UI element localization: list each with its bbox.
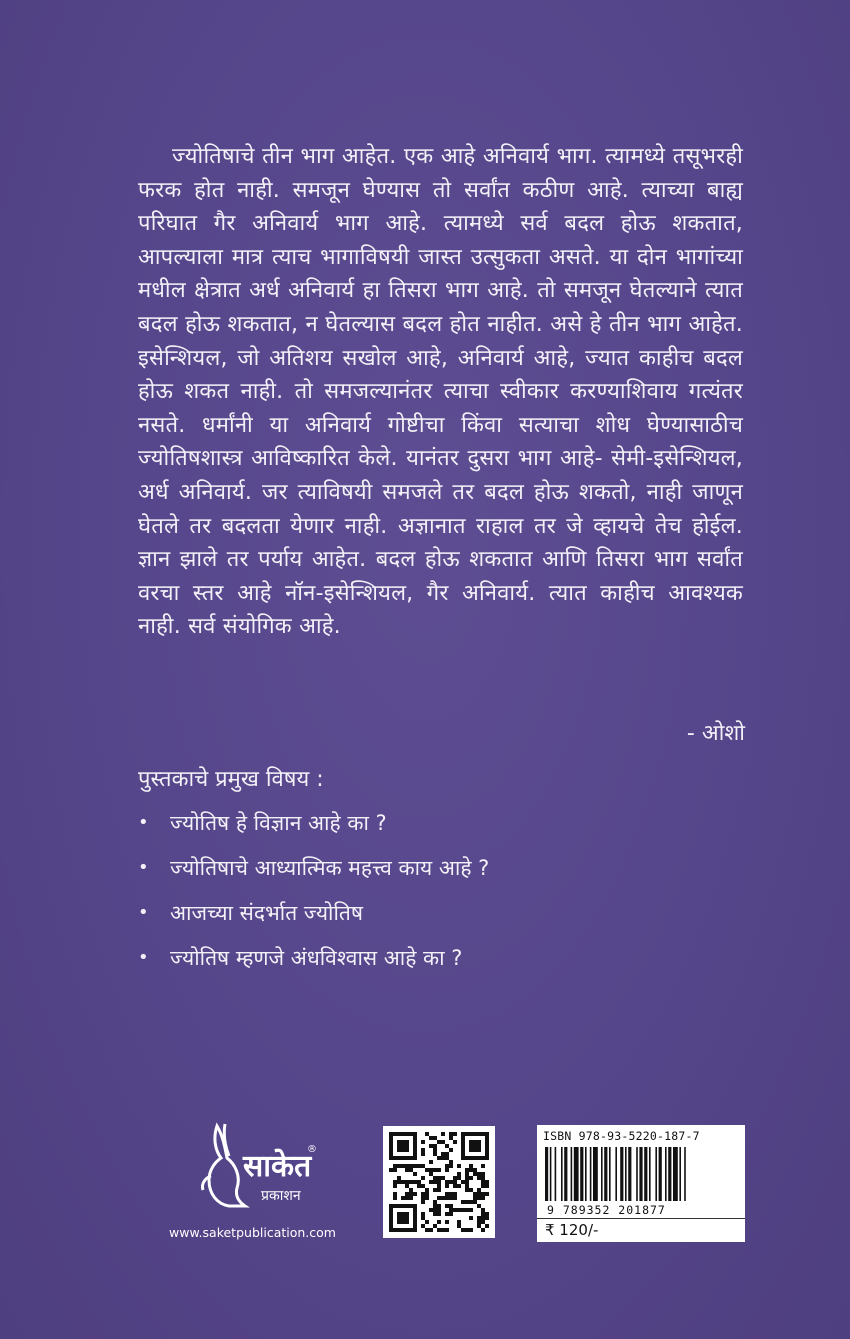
price: ₹ 120/-	[545, 1221, 599, 1239]
topic-text: ज्योतिष म्हणजे अंधविश्वास आहे का ?	[170, 945, 463, 970]
svg-text:प्रकाशन: प्रकाशन	[261, 1188, 301, 1204]
topic-text: ज्योतिषाचे आध्यात्मिक महत्त्व काय आहे ?	[170, 855, 490, 880]
list-item	[138, 935, 489, 980]
author-attribution: - ओशो	[686, 721, 745, 746]
topics-heading: पुस्तकाचे प्रमुख विषय :	[138, 767, 324, 792]
publisher-website[interactable]: www.saketpublication.com	[169, 1225, 336, 1240]
list-item	[138, 845, 489, 890]
isbn-barcode-box	[537, 1125, 745, 1242]
list-item	[138, 800, 489, 845]
qr-code	[383, 1126, 495, 1238]
bullet-icon: •	[138, 902, 149, 923]
bullet-icon: •	[138, 857, 149, 878]
topics-list	[138, 800, 489, 980]
svg-text:साकेत: साकेत	[243, 1149, 312, 1184]
bullet-icon: •	[138, 812, 149, 833]
list-item	[138, 890, 489, 935]
blurb-paragraph: ज्योतिषाचे तीन भाग आहेत. एक आहे अनिवार्य भाग. त्यामध्ये तसूभरही फरक होत नाही. समजून घेण्यास तो सर्वांत कठीण आहे. त्याच्या बाह्य परिघात गैर अनिवार्य भाग आहे. त्यामध्ये सर्व बदल होऊ शकतात, आपल्याला मात्र त्याच भागाविषयी जास्त उत्सुकता असते. या दोन भागांच्या मधील क्षेत्रात अर्ध अनिवार्य हा तिसरा भाग आहे. तो समजून घेतल्याने त्यात बदल होऊ शकतात, न घेतल्यास बदल होत नाहीत. असे हे तीन भाग आहेत. इसेन्शियल, जो अतिशय सखोल आहे, अनिवार्य आहे, ज्यात काहीच बदल होऊ शकत नाही. तो समजल्यानंतर त्याचा स्वीकार करण्याशिवाय गत्यंतर नसते. धर्मांनी या अनिवार्य गोष्टीचा किंवा सत्याचा शोध घेण्यासाठीच ज्योतिषशास्त्र आविष्कारित केले. यानंतर दुसरा भाग आहे- सेमी-इसेन्शियल, अर्ध अनिवार्य. जर त्याविषयी समजले तर बदल होऊ शकतो, नाही जाणून घेतले तर बदलता येणार नाही. अज्ञानात राहाल तर जे व्हायचे तेच होईल. ज्ञान झाले तर पर्याय आहेत. बदल होऊ शकतात आणि तिसरा भाग सर्वांत वरचा स्तर आहे नॉन-इसेन्शियल, गैर अनिवार्य. त्यात काहीच आवश्यक नाही. सर्व संयोगिक आहे.	[138, 144, 743, 640]
saket-publisher-logo	[195, 1118, 325, 1218]
publisher-block	[160, 1118, 345, 1248]
isbn-label: ISBN 978-93-5220-187-7	[543, 1129, 700, 1143]
topic-text: ज्योतिष हे विज्ञान आहे का ?	[170, 810, 387, 835]
barcode	[543, 1147, 739, 1203]
isbn-digits: 9 789352 201877	[547, 1203, 666, 1217]
topic-text: आजच्या संदर्भात ज्योतिष	[170, 900, 364, 925]
divider	[537, 1218, 745, 1219]
svg-text:®: ®	[307, 1144, 317, 1155]
bullet-icon: •	[138, 947, 149, 968]
